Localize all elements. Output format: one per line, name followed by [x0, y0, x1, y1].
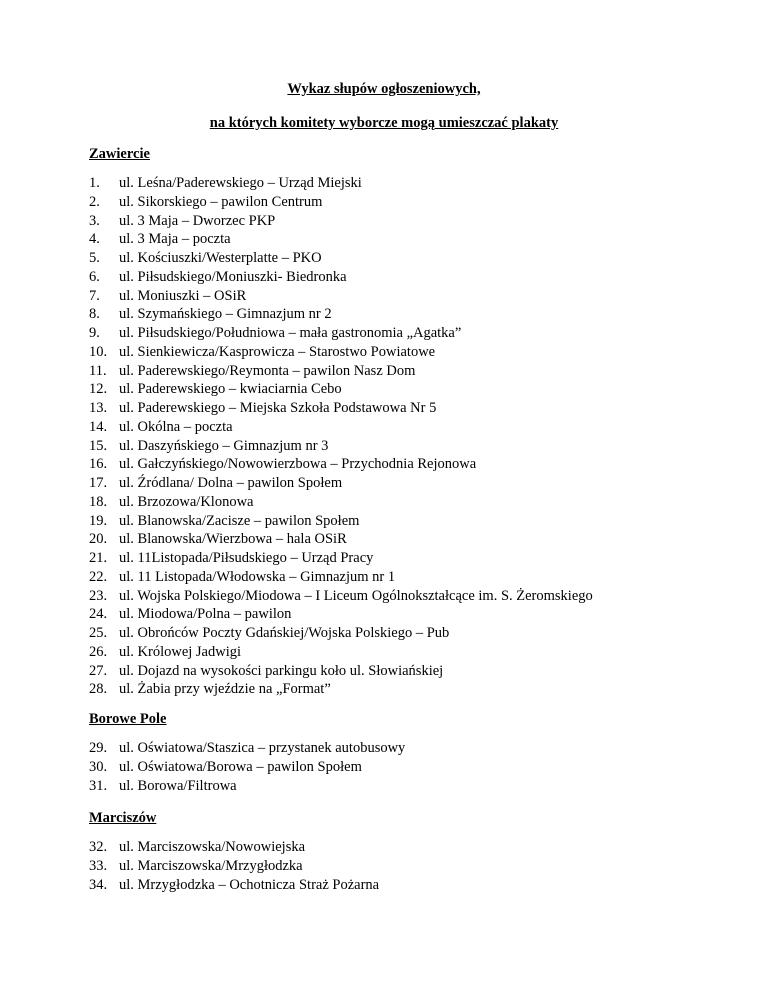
item-text: ul. 3 Maja – poczta	[119, 231, 231, 248]
item-number: 34.	[89, 876, 108, 893]
list-item	[89, 474, 593, 493]
list-marciszow	[89, 838, 379, 894]
item-number: 24.	[89, 606, 108, 623]
item-text: ul. Daszyńskiego – Gimnazjum nr 3	[119, 437, 329, 454]
item-text: ul. Gałczyńskiego/Nowowierzbowa – Przychodnia Rejonowa	[119, 456, 477, 473]
item-number: 8.	[89, 306, 100, 323]
item-text: ul. Borowa/Filtrowa	[119, 777, 237, 794]
item-text: ul. Królowej Jadwigi	[119, 643, 242, 660]
list-item	[89, 624, 593, 643]
list-item	[89, 777, 405, 796]
item-number: 14.	[89, 418, 108, 435]
list-item	[89, 343, 593, 362]
item-number: 6.	[89, 268, 100, 285]
item-text: ul. 11 Listopada/Włodowska – Gimnazjum nr 1	[119, 568, 396, 585]
item-text: ul. Oświatowa/Borowa – pawilon Społem	[119, 758, 362, 775]
list-item	[89, 324, 593, 343]
item-number: 28.	[89, 681, 108, 698]
list-zawiercie	[89, 174, 593, 699]
list-item	[89, 230, 593, 249]
list-item	[89, 857, 379, 876]
item-text: ul. Dojazd na wysokości parkingu koło ul. Słowiańskiej	[119, 662, 444, 679]
list-borowe-pole	[89, 739, 405, 795]
list-item	[89, 605, 593, 624]
item-number: 23.	[89, 587, 108, 604]
list-item	[89, 399, 593, 418]
item-number: 22.	[89, 568, 108, 585]
item-text: ul. 11Listopada/Piłsudskiego – Urząd Pracy	[119, 550, 374, 566]
list-item	[89, 838, 379, 857]
section-heading-marciszow: Marciszów	[89, 810, 157, 826]
list-item	[89, 268, 593, 287]
item-number: 13.	[89, 400, 108, 416]
item-number: 31.	[89, 777, 108, 794]
section-heading-borowe-pole: Borowe Pole	[89, 711, 167, 727]
item-text: ul. Piłsudskiego/Południowa – mała gastronomia „Agatka”	[119, 325, 462, 341]
item-number: 30.	[89, 758, 108, 775]
list-item	[89, 380, 593, 399]
item-text: ul. Blanowska/Wierzbowa – hala OSiR	[119, 531, 347, 548]
item-text: ul. Wojska Polskiego/Miodowa – I Liceum Ogólnokształcące im. S. Żeromskiego	[119, 587, 593, 604]
list-item	[89, 568, 593, 587]
list-item	[89, 662, 593, 681]
list-item	[89, 512, 593, 531]
list-item	[89, 739, 405, 758]
item-text: ul. Leśna/Paderewskiego – Urząd Miejski	[119, 175, 362, 191]
item-number: 18.	[89, 493, 108, 510]
item-number: 26.	[89, 643, 108, 660]
item-number: 19.	[89, 512, 108, 529]
item-number: 32.	[89, 839, 108, 855]
item-number: 25.	[89, 625, 108, 641]
item-text: ul. Mrzygłodzka – Ochotnicza Straż Pożarna	[119, 876, 380, 893]
section-heading-zawiercie: Zawiercie	[89, 146, 150, 162]
item-number: 7.	[89, 287, 100, 304]
item-number: 2.	[89, 193, 100, 210]
item-text: ul. Paderewskiego/Reymonta – pawilon Nasz Dom	[119, 362, 416, 379]
item-number: 33.	[89, 857, 108, 874]
item-number: 27.	[89, 662, 108, 679]
item-text: ul. Moniuszki – OSiR	[119, 287, 247, 304]
item-number: 5.	[89, 250, 100, 266]
item-number: 10.	[89, 343, 108, 360]
list-item	[89, 530, 593, 549]
list-item	[89, 305, 593, 324]
item-text: ul. Źródlana/ Dolna – pawilon Społem	[119, 475, 343, 491]
item-text: ul. Paderewskiego – Miejska Szkoła Podstawowa Nr 5	[119, 400, 437, 416]
list-item	[89, 587, 593, 606]
list-item	[89, 758, 405, 777]
list-item	[89, 362, 593, 381]
list-item	[89, 287, 593, 306]
item-text: ul. Obrońców Poczty Gdańskiej/Wojska Polskiego – Pub	[119, 625, 450, 641]
item-text: ul. Oświatowa/Staszica – przystanek autobusowy	[119, 740, 406, 756]
list-item	[89, 174, 593, 193]
list-item	[89, 437, 593, 456]
item-text: ul. Piłsudskiego/Moniuszki- Biedronka	[119, 268, 347, 285]
item-number: 1.	[89, 175, 100, 191]
item-number: 17.	[89, 475, 108, 491]
list-item	[89, 455, 593, 474]
document-subtitle: na których komitety wyborcze mogą umieszczać plakaty	[209, 115, 559, 131]
list-item	[89, 212, 593, 231]
list-item	[89, 876, 379, 895]
item-number: 21.	[89, 550, 108, 566]
item-number: 16.	[89, 456, 108, 473]
item-text: ul. Kościuszki/Westerplatte – PKO	[119, 250, 322, 266]
item-number: 20.	[89, 531, 108, 548]
item-number: 11.	[89, 362, 107, 379]
document-title: Wykaz słupów ogłoszeniowych,	[287, 81, 481, 97]
item-text: ul. 3 Maja – Dworzec PKP	[119, 212, 276, 229]
item-text: ul. Blanowska/Zacisze – pawilon Społem	[119, 512, 360, 529]
list-item	[89, 643, 593, 662]
list-item	[89, 680, 593, 699]
item-text: ul. Okólna – poczta	[119, 418, 233, 435]
item-text: ul. Szymańskiego – Gimnazjum nr 2	[119, 306, 332, 323]
item-text: ul. Marciszowska/Nowowiejska	[119, 839, 306, 855]
item-text: ul. Sikorskiego – pawilon Centrum	[119, 193, 323, 210]
item-text: ul. Miodowa/Polna – pawilon	[119, 606, 292, 623]
item-number: 9.	[89, 325, 100, 341]
list-item	[89, 193, 593, 212]
list-item	[89, 249, 593, 268]
item-text: ul. Brzozowa/Klonowa	[119, 493, 254, 510]
item-number: 12.	[89, 381, 108, 398]
item-number: 15.	[89, 437, 108, 454]
item-number: 29.	[89, 740, 108, 756]
item-text: ul. Żabia przy wjeździe na „Format”	[119, 681, 331, 698]
list-item	[89, 418, 593, 437]
list-item	[89, 493, 593, 512]
list-item	[89, 549, 593, 568]
item-text: ul. Sienkiewicza/Kasprowicza – Starostwo Powiatowe	[119, 343, 436, 360]
item-text: ul. Marciszowska/Mrzygłodzka	[119, 857, 303, 874]
item-number: 4.	[89, 231, 100, 248]
item-number: 3.	[89, 212, 100, 229]
item-text: ul. Paderewskiego – kwiaciarnia Cebo	[119, 381, 342, 398]
